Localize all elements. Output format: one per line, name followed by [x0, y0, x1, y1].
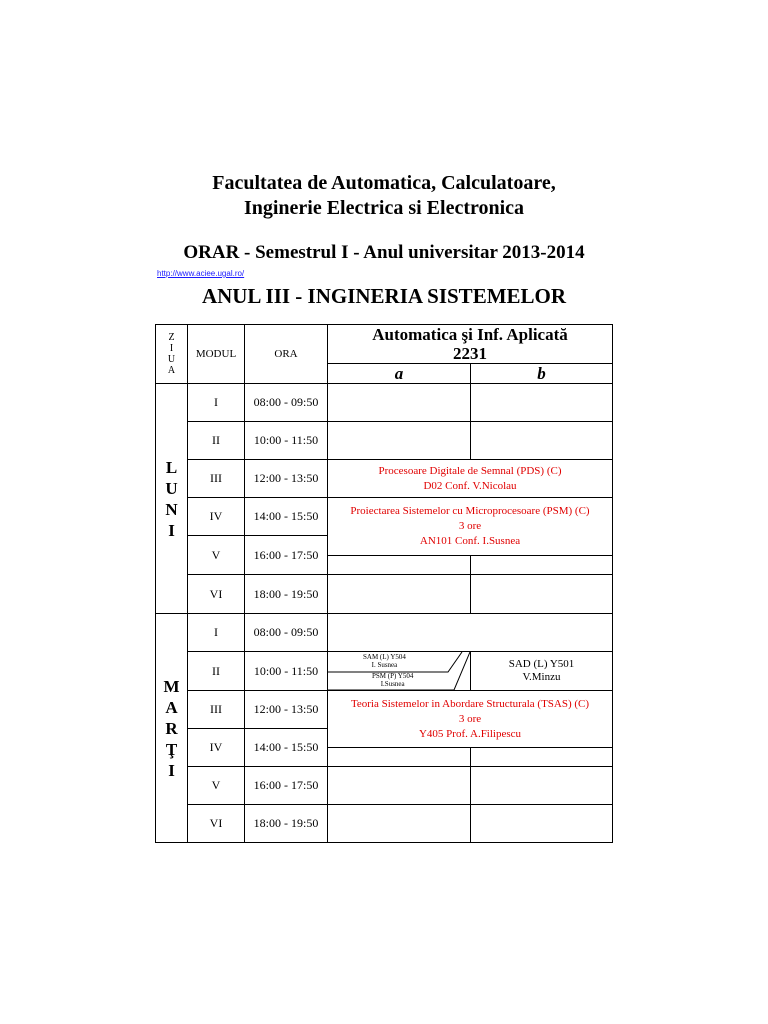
module-cell: IV	[209, 509, 223, 523]
hour-cell: 14:00 - 15:50	[253, 509, 319, 523]
hour-cell: 08:00 - 09:50	[253, 395, 319, 409]
ziua-letter: I	[169, 343, 174, 354]
hour-cell: 12:00 - 13:50	[253, 471, 319, 485]
module-cell: I	[214, 395, 218, 409]
timetable	[155, 324, 613, 843]
course-teacher: I. Susnea	[371, 661, 398, 669]
course-name: Proiectarea Sistemelor cu Microprocesoare (PSM) (C)	[350, 505, 590, 517]
day-letter: U	[165, 478, 178, 498]
course-tsas	[328, 691, 612, 747]
ziua-letter: Z	[168, 332, 175, 343]
course-room: Y405 Prof. A.Filipescu	[418, 727, 522, 740]
module-cell: VI	[209, 586, 223, 601]
course-name: PSM (P) Y504	[372, 672, 414, 680]
module-cell: III	[210, 702, 222, 716]
course-teacher: V.Minzu	[522, 671, 561, 683]
subgroup-b: b	[537, 363, 546, 383]
subgroup-a: a	[394, 363, 404, 383]
year-title: ANUL III - INGINERIA SISTEMELOR	[201, 284, 567, 308]
group-header: 2231	[453, 343, 487, 363]
module-cell: III	[210, 471, 222, 485]
hour-cell: 08:00 - 09:50	[253, 625, 319, 639]
ora-header: ORA	[274, 348, 298, 360]
hour-cell: 16:00 - 17:50	[253, 547, 319, 562]
hour-cell: 16:00 - 17:50	[253, 778, 319, 792]
ziua-letter: U	[167, 354, 176, 365]
module-cell: II	[212, 433, 220, 447]
day-letter: I	[168, 760, 175, 780]
specialization-header: Automatica şi Inf. Aplicată	[372, 325, 568, 344]
course-sam	[363, 653, 406, 669]
module-cell: VI	[209, 816, 223, 830]
module-cell: IV	[209, 740, 223, 754]
course-psm-p	[372, 672, 413, 688]
module-cell: II	[212, 663, 220, 678]
day-letter: M	[163, 676, 180, 696]
modul-header: MODUL	[195, 348, 237, 360]
ziua-header	[156, 325, 187, 383]
course-room: D02 Conf. V.Nicolau	[423, 479, 517, 492]
day-letter: A	[165, 697, 178, 717]
course-teacher: I.Susnea	[380, 680, 405, 688]
day-letter: L	[165, 457, 178, 477]
faculty-link[interactable]: http://www.aciee.ugal.ro/	[157, 269, 245, 278]
course-name: SAM (L) Y504	[363, 653, 406, 661]
course-name: Teoria Sistemelor in Abordare Structurala (TSAS) (C)	[350, 697, 590, 710]
module-cell: V	[211, 778, 221, 792]
hour-cell: 14:00 - 15:50	[253, 740, 319, 754]
day-letter: I	[168, 520, 175, 540]
hour-cell: 12:00 - 13:50	[253, 702, 319, 716]
day-letter: Ţ	[165, 739, 178, 759]
day-letter: N	[165, 499, 178, 519]
day-luni	[156, 384, 187, 613]
course-hours: 3 ore	[458, 712, 482, 725]
course-psm	[328, 498, 612, 555]
course-pds	[328, 460, 612, 497]
module-cell: V	[211, 547, 221, 562]
day-letter: R	[165, 718, 178, 738]
schedule-title: ORAR - Semestrul I - Anul universitar 2013-2014	[183, 242, 585, 263]
hour-cell: 10:00 - 11:50	[253, 433, 319, 447]
faculty-title-line2: Inginerie Electrica si Electronica	[243, 197, 525, 219]
hour-cell: 18:00 - 19:50	[253, 586, 319, 601]
day-marti	[156, 614, 187, 842]
ziua-letter: A	[167, 365, 176, 376]
course-name: Procesoare Digitale de Semnal (PDS) (C)	[378, 464, 562, 477]
course-hours: 3 ore	[458, 520, 482, 532]
course-room: AN101 Conf. I.Susnea	[419, 535, 521, 547]
course-sad	[471, 652, 612, 690]
hour-cell: 18:00 - 19:50	[253, 816, 319, 830]
module-cell: I	[214, 625, 218, 639]
hour-cell: 10:00 - 11:50	[253, 663, 319, 678]
course-name: SAD (L) Y501	[508, 658, 575, 670]
faculty-title-line1: Facultatea de Automatica, Calculatoare,	[212, 172, 556, 194]
